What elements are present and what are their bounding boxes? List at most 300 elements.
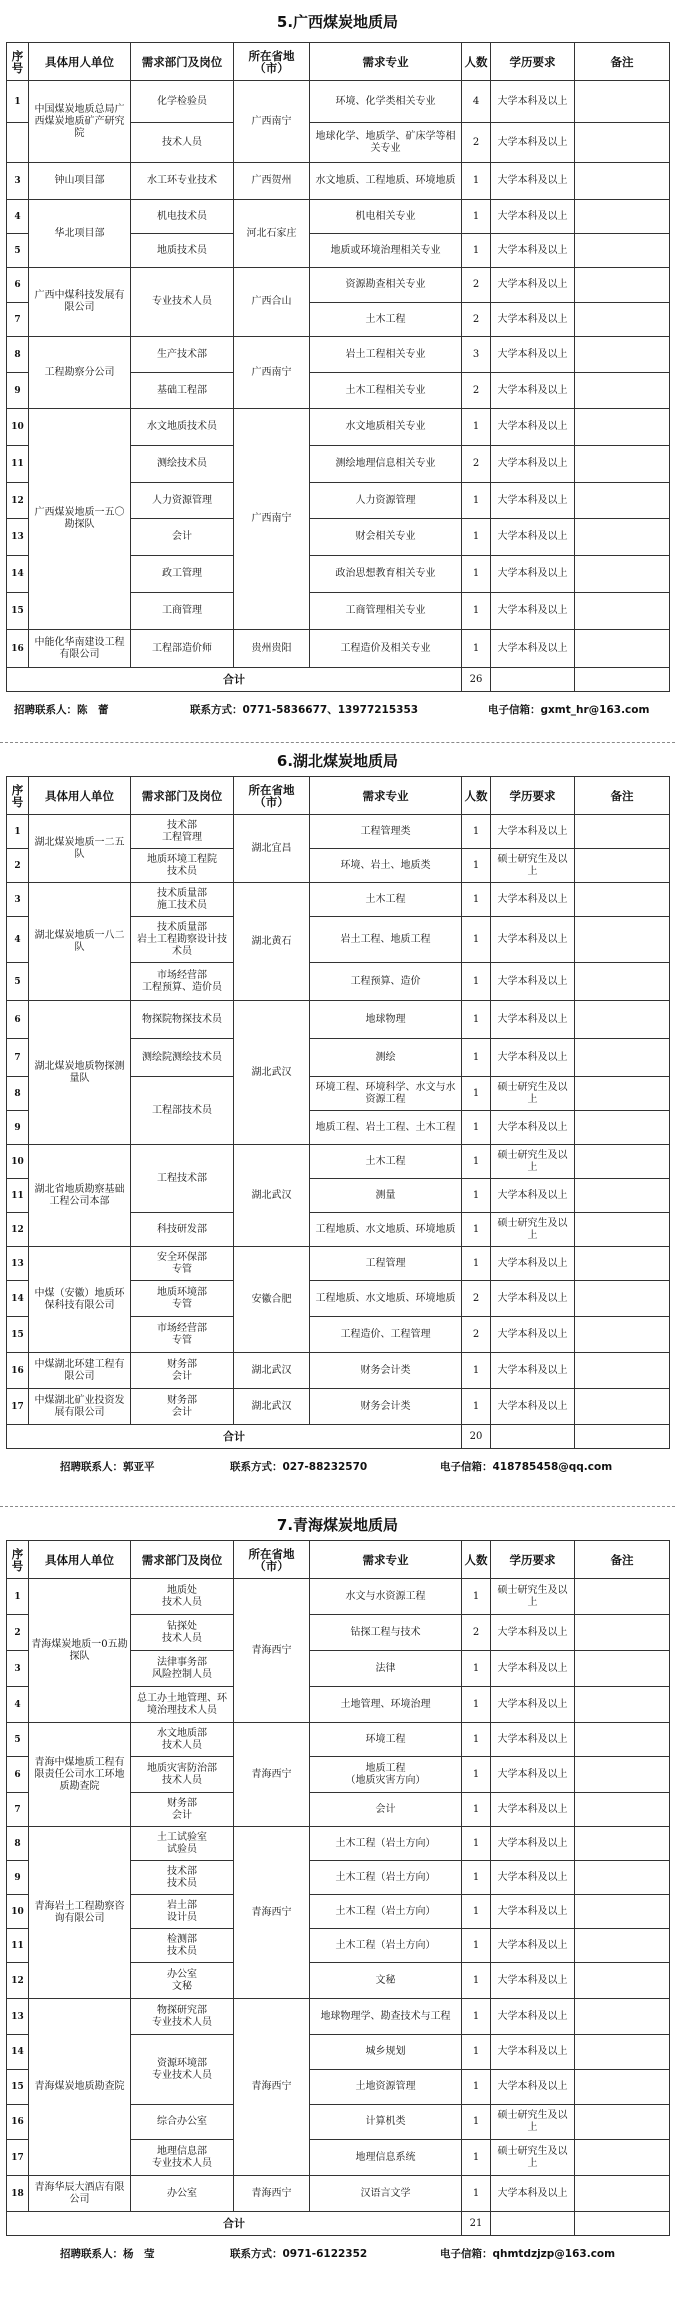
major-cell: 土木工程（岩土方向）: [310, 1827, 462, 1861]
major-cell: 文秘: [310, 1963, 462, 1999]
dept-cell: 工商管理: [131, 593, 234, 630]
count-cell: 2: [462, 373, 491, 409]
major-cell: 环境、岩土、地质类: [310, 849, 462, 883]
header-location: 所在省地（市）: [234, 1541, 310, 1579]
education-cell: 大学本科及以上: [491, 1615, 575, 1651]
count-cell: 2: [462, 1615, 491, 1651]
note-cell: [575, 1999, 670, 2035]
unit-cell: 广西煤炭地质一五〇勘探队: [29, 409, 131, 630]
education-cell: 大学本科及以上: [491, 234, 575, 268]
table-row: [7, 268, 670, 303]
education-cell: 大学本科及以上: [491, 1861, 575, 1895]
row-no: 5: [7, 234, 29, 268]
location-cell: 青海西宁: [234, 1999, 310, 2176]
dept-cell: 物探研究部 专业技术人员: [131, 1999, 234, 2035]
note-cell: [575, 1579, 670, 1615]
count-cell: 1: [462, 1001, 491, 1039]
note-cell: [575, 1861, 670, 1895]
note-cell: [575, 1827, 670, 1861]
dept-cell: 财务部 会计: [131, 1793, 234, 1827]
count-cell: 2: [462, 303, 491, 337]
education-cell: 大学本科及以上: [491, 1687, 575, 1723]
education-cell: 大学本科及以上: [491, 1111, 575, 1145]
dept-cell: 技术质量部 岩土工程勘察设计技术员: [131, 917, 234, 963]
major-cell: 人力资源管理: [310, 483, 462, 519]
contact-email: 电子信箱：418785458@qq.com: [440, 1460, 613, 1473]
location-cell: 广西南宁: [234, 81, 310, 163]
count-cell: 2: [462, 123, 491, 163]
education-cell: 硕士研究生及以上: [491, 1145, 575, 1179]
dept-cell: 工程技术部: [131, 1145, 234, 1213]
row-no: 13: [7, 1999, 29, 2035]
count-cell: 1: [462, 1247, 491, 1281]
count-cell: 1: [462, 1651, 491, 1687]
education-cell: 大学本科及以上: [491, 2176, 575, 2212]
note-cell: [575, 1389, 670, 1425]
location-cell: 湖北武汉: [234, 1145, 310, 1247]
major-cell: 工程管理: [310, 1247, 462, 1281]
count-cell: 1: [462, 163, 491, 200]
major-cell: 法律: [310, 1651, 462, 1687]
education-cell: 硕士研究生及以上: [491, 849, 575, 883]
major-cell: 岩土工程、地质工程: [310, 917, 462, 963]
location-cell: 湖北宜昌: [234, 815, 310, 883]
row-no: 12: [7, 483, 29, 519]
header-dept: 需求部门及岗位: [131, 43, 234, 81]
education-cell: 大学本科及以上: [491, 1039, 575, 1077]
count-cell: 1: [462, 2070, 491, 2105]
note-cell: [575, 1001, 670, 1039]
table-header: [7, 43, 670, 81]
note-cell: [575, 303, 670, 337]
location-cell: 贵州贵阳: [234, 630, 310, 668]
education-cell: 大学本科及以上: [491, 200, 575, 234]
header-unit: 具体用人单位: [29, 1541, 131, 1579]
row-no: 4: [7, 200, 29, 234]
note-cell: [575, 373, 670, 409]
row-no: [7, 123, 29, 163]
count-cell: 1: [462, 593, 491, 630]
section-guangxi: [0, 0, 675, 726]
dept-cell: 资源环境部 专业技术人员: [131, 2035, 234, 2105]
education-cell: 大学本科及以上: [491, 1353, 575, 1389]
major-cell: 土木工程: [310, 883, 462, 917]
row-no: 9: [7, 373, 29, 409]
count-cell: 1: [462, 1861, 491, 1895]
row-no: 2: [7, 1615, 29, 1651]
total-count: 26: [462, 668, 491, 692]
education-cell: 大学本科及以上: [491, 519, 575, 556]
count-cell: 2: [462, 268, 491, 303]
major-cell: 环境工程、环境科学、水文与水资源工程: [310, 1077, 462, 1111]
count-cell: 1: [462, 1999, 491, 2035]
note-cell: [575, 1281, 670, 1317]
dept-cell: 市场经营部 工程预算、造价员: [131, 963, 234, 1001]
contact-email: 电子信箱：qhmtdzjzp@163.com: [440, 2247, 616, 2260]
row-no: 16: [7, 630, 29, 668]
dept-cell: 科技研发部: [131, 1213, 234, 1247]
note-cell: [575, 1353, 670, 1389]
major-cell: 测绘地理信息相关专业: [310, 446, 462, 483]
major-cell: 地理信息系统: [310, 2140, 462, 2176]
education-cell: 大学本科及以上: [491, 446, 575, 483]
dept-cell: 总工办土地管理、环境治理技术人员: [131, 1687, 234, 1723]
education-cell: 大学本科及以上: [491, 373, 575, 409]
total-label: 合计: [7, 668, 462, 692]
note-cell: [575, 123, 670, 163]
major-cell: 工程预算、造价: [310, 963, 462, 1001]
note-cell: [575, 1615, 670, 1651]
education-cell: 大学本科及以上: [491, 815, 575, 849]
dept-cell: 岩土部 设计员: [131, 1895, 234, 1929]
table-row: [7, 1353, 670, 1389]
education-cell: 大学本科及以上: [491, 123, 575, 163]
major-cell: 工程管理类: [310, 815, 462, 849]
dept-cell: 基础工程部: [131, 373, 234, 409]
row-no: 4: [7, 1687, 29, 1723]
note-cell: [575, 2105, 670, 2140]
count-cell: 1: [462, 917, 491, 963]
major-cell: 资源勘查相关专业: [310, 268, 462, 303]
section-qinghai: [0, 1508, 675, 2270]
dept-cell: 测绘院测绘技术员: [131, 1039, 234, 1077]
table-header: [7, 1541, 670, 1579]
note-cell: [575, 815, 670, 849]
location-cell: 湖北武汉: [234, 1389, 310, 1425]
note-cell: [575, 2140, 670, 2176]
dept-cell: 地质处 技术人员: [131, 1579, 234, 1615]
total-row: [7, 668, 670, 692]
dept-cell: 机电技术员: [131, 200, 234, 234]
dept-cell: 工程部造价师: [131, 630, 234, 668]
count-cell: 4: [462, 81, 491, 123]
total-label: 合计: [7, 2212, 462, 2236]
count-cell: 1: [462, 200, 491, 234]
row-no: 10: [7, 1145, 29, 1179]
dept-cell: 地质环境工程院 技术员: [131, 849, 234, 883]
table-row: [7, 1999, 670, 2035]
note-cell: [575, 163, 670, 200]
row-no: 1: [7, 1579, 29, 1615]
header-note: 备注: [575, 1541, 670, 1579]
row-no: 4: [7, 917, 29, 963]
dept-cell: 市场经营部 专管: [131, 1317, 234, 1353]
row-no: 5: [7, 963, 29, 1001]
contact-person: 招聘联系人：郭亚平: [60, 1460, 155, 1473]
location-cell: 青海西宁: [234, 1827, 310, 1999]
header-no: 序号: [7, 777, 29, 815]
header-note: 备注: [575, 777, 670, 815]
row-no: 15: [7, 2070, 29, 2105]
note-cell: [575, 1179, 670, 1213]
count-cell: 1: [462, 1111, 491, 1145]
education-cell: 大学本科及以上: [491, 1793, 575, 1827]
table-row: [7, 81, 670, 123]
count-cell: 1: [462, 883, 491, 917]
row-no: 1: [7, 815, 29, 849]
dept-cell: 法律事务部 风险控制人员: [131, 1651, 234, 1687]
count-cell: 1: [462, 1213, 491, 1247]
contact-person: 招聘联系人：陈 蕾: [14, 703, 109, 716]
dept-cell: 水文地质技术员: [131, 409, 234, 446]
note-cell: [575, 1723, 670, 1757]
count-cell: 3: [462, 337, 491, 373]
count-cell: 1: [462, 1077, 491, 1111]
major-cell: 环境工程: [310, 1723, 462, 1757]
header-no: 序号: [7, 43, 29, 81]
education-cell: 大学本科及以上: [491, 593, 575, 630]
education-cell: 大学本科及以上: [491, 1757, 575, 1793]
count-cell: 1: [462, 1039, 491, 1077]
row-no: 10: [7, 409, 29, 446]
section-divider: [0, 1506, 675, 1507]
table-row: [7, 2176, 670, 2212]
dept-cell: 地质环境部 专管: [131, 1281, 234, 1317]
education-cell: 大学本科及以上: [491, 1389, 575, 1425]
education-cell: 硕士研究生及以上: [491, 2105, 575, 2140]
unit-cell: 湖北煤炭地质一八二队: [29, 883, 131, 1001]
header-major: 需求专业: [310, 43, 462, 81]
unit-cell: 青海华辰大酒店有限公司: [29, 2176, 131, 2212]
recruitment-table: [6, 776, 670, 1449]
education-cell: 大学本科及以上: [491, 1001, 575, 1039]
note-cell: [575, 2176, 670, 2212]
major-cell: 土木工程: [310, 1145, 462, 1179]
header-major: 需求专业: [310, 777, 462, 815]
count-cell: 1: [462, 1723, 491, 1757]
unit-cell: 青海煤炭地质勘查院: [29, 1999, 131, 2176]
contact-line: [0, 692, 675, 726]
header-unit: 具体用人单位: [29, 777, 131, 815]
table-row: [7, 337, 670, 373]
dept-cell: 水工环专业技术: [131, 163, 234, 200]
education-cell: 大学本科及以上: [491, 163, 575, 200]
table-row: [7, 1001, 670, 1039]
dept-cell: 技术部 工程管理: [131, 815, 234, 849]
note-cell: [575, 593, 670, 630]
header-count: 人数: [462, 1541, 491, 1579]
major-cell: 环境、化学类相关专业: [310, 81, 462, 123]
count-cell: 1: [462, 234, 491, 268]
row-no: 13: [7, 519, 29, 556]
education-cell: 硕士研究生及以上: [491, 1579, 575, 1615]
count-cell: 1: [462, 1793, 491, 1827]
table-row: [7, 200, 670, 234]
unit-cell: 湖北煤炭地质一二五队: [29, 815, 131, 883]
table-row: [7, 630, 670, 668]
education-cell: 大学本科及以上: [491, 2035, 575, 2070]
location-cell: 湖北黄石: [234, 883, 310, 1001]
header-dept: 需求部门及岗位: [131, 1541, 234, 1579]
location-cell: 青海西宁: [234, 2176, 310, 2212]
note-cell: [575, 1895, 670, 1929]
contact-phone: 联系方式：0771-5836677、13977215353: [190, 703, 419, 716]
header-dept: 需求部门及岗位: [131, 777, 234, 815]
count-cell: 1: [462, 2140, 491, 2176]
education-cell: 大学本科及以上: [491, 917, 575, 963]
major-cell: 土地管理、环境治理: [310, 1687, 462, 1723]
education-cell: 大学本科及以上: [491, 630, 575, 668]
row-no: 6: [7, 268, 29, 303]
major-cell: 土木工程: [310, 303, 462, 337]
row-no: 8: [7, 337, 29, 373]
dept-cell: 财务部 会计: [131, 1353, 234, 1389]
row-no: 17: [7, 1389, 29, 1425]
location-cell: 湖北武汉: [234, 1001, 310, 1145]
education-cell: 大学本科及以上: [491, 303, 575, 337]
education-cell: 大学本科及以上: [491, 1723, 575, 1757]
education-cell: 大学本科及以上: [491, 337, 575, 373]
major-cell: 水文地质相关专业: [310, 409, 462, 446]
unit-cell: 青海岩土工程勘察咨询有限公司: [29, 1827, 131, 1999]
section-hubei: [0, 744, 675, 1483]
row-no: 3: [7, 1651, 29, 1687]
row-no: 3: [7, 163, 29, 200]
dept-cell: 工程部技术员: [131, 1077, 234, 1145]
table-row: [7, 1827, 670, 1861]
table-row: [7, 1145, 670, 1179]
count-cell: 1: [462, 630, 491, 668]
row-no: 14: [7, 1281, 29, 1317]
note-cell: [575, 446, 670, 483]
table-row: [7, 409, 670, 446]
count-cell: 1: [462, 2105, 491, 2140]
major-cell: 工程造价、工程管理: [310, 1317, 462, 1353]
table-row: [7, 163, 670, 200]
row-no: 12: [7, 1213, 29, 1247]
row-no: 10: [7, 1895, 29, 1929]
note-cell: [575, 1145, 670, 1179]
dept-cell: 办公室 文秘: [131, 1963, 234, 1999]
contact-email: 电子信箱：gxmt_hr@163.com: [488, 703, 650, 716]
education-cell: 大学本科及以上: [491, 883, 575, 917]
contact-person: 招聘联系人：杨 莹: [60, 2247, 155, 2260]
major-cell: 土木工程（岩土方向）: [310, 1929, 462, 1963]
count-cell: 1: [462, 963, 491, 1001]
dept-cell: 生产技术部: [131, 337, 234, 373]
education-cell: 大学本科及以上: [491, 2070, 575, 2105]
note-cell: [575, 963, 670, 1001]
unit-cell: 中能化华南建设工程有限公司: [29, 630, 131, 668]
location-cell: 广西南宁: [234, 409, 310, 630]
note-cell: [575, 917, 670, 963]
row-no: 5: [7, 1723, 29, 1757]
major-cell: 工商管理相关专业: [310, 593, 462, 630]
row-no: 14: [7, 556, 29, 593]
row-no: 15: [7, 1317, 29, 1353]
count-cell: 1: [462, 1687, 491, 1723]
count-cell: 1: [462, 556, 491, 593]
row-no: 13: [7, 1247, 29, 1281]
count-cell: 1: [462, 1179, 491, 1213]
unit-cell: 青海中煤地质工程有限责任公司水工环地质勘查院: [29, 1723, 131, 1827]
education-cell: 大学本科及以上: [491, 1281, 575, 1317]
count-cell: 1: [462, 1929, 491, 1963]
major-cell: 土木工程（岩土方向）: [310, 1861, 462, 1895]
unit-cell: 广西中煤科技发展有限公司: [29, 268, 131, 337]
major-cell: 水文地质、工程地质、环境地质: [310, 163, 462, 200]
count-cell: 1: [462, 1145, 491, 1179]
count-cell: 2: [462, 1317, 491, 1353]
dept-cell: 地质灾害防治部 技术人员: [131, 1757, 234, 1793]
note-cell: [575, 234, 670, 268]
contact-phone: 联系方式：027-88232570: [230, 1460, 368, 1473]
education-cell: 大学本科及以上: [491, 1999, 575, 2035]
row-no: 14: [7, 2035, 29, 2070]
education-cell: 大学本科及以上: [491, 1963, 575, 1999]
education-cell: 大学本科及以上: [491, 1929, 575, 1963]
major-cell: 财会相关专业: [310, 519, 462, 556]
note-cell: [575, 2070, 670, 2105]
row-no: 8: [7, 1077, 29, 1111]
dept-cell: 综合办公室: [131, 2105, 234, 2140]
education-cell: 大学本科及以上: [491, 483, 575, 519]
count-cell: 1: [462, 1963, 491, 1999]
note-cell: [575, 1757, 670, 1793]
count-cell: 1: [462, 519, 491, 556]
education-cell: 大学本科及以上: [491, 1651, 575, 1687]
education-cell: 大学本科及以上: [491, 1827, 575, 1861]
section-divider: [0, 742, 675, 743]
unit-cell: 中煤（安徽）地质环保科技有限公司: [29, 1247, 131, 1353]
education-cell: 大学本科及以上: [491, 1895, 575, 1929]
dept-cell: 土工试验室 试验员: [131, 1827, 234, 1861]
dept-cell: 地质技术员: [131, 234, 234, 268]
major-cell: 地球化学、地质学、矿床学等相关专业: [310, 123, 462, 163]
major-cell: 土木工程（岩土方向）: [310, 1895, 462, 1929]
location-cell: 广西贺州: [234, 163, 310, 200]
major-cell: 地球物理: [310, 1001, 462, 1039]
education-cell: 硕士研究生及以上: [491, 1213, 575, 1247]
count-cell: 1: [462, 1827, 491, 1861]
dept-cell: 测绘技术员: [131, 446, 234, 483]
dept-cell: 办公室: [131, 2176, 234, 2212]
unit-cell: 华北项目部: [29, 200, 131, 268]
location-cell: 青海西宁: [234, 1723, 310, 1827]
total-count: 21: [462, 2212, 491, 2236]
major-cell: 测量: [310, 1179, 462, 1213]
note-cell: [575, 337, 670, 373]
total-count: 20: [462, 1425, 491, 1449]
education-cell: 大学本科及以上: [491, 1317, 575, 1353]
table-row: [7, 1579, 670, 1615]
unit-cell: 湖北省地质勘察基础工程公司本部: [29, 1145, 131, 1247]
location-cell: 广西南宁: [234, 337, 310, 409]
unit-cell: 中煤湖北矿业投资发展有限公司: [29, 1389, 131, 1425]
row-no: 2: [7, 849, 29, 883]
education-cell: 硕士研究生及以上: [491, 2140, 575, 2176]
table-header: [7, 777, 670, 815]
education-cell: 大学本科及以上: [491, 963, 575, 1001]
header-education: 学历要求: [491, 777, 575, 815]
major-cell: 土地资源管理: [310, 2070, 462, 2105]
dept-cell: 技术人员: [131, 123, 234, 163]
note-cell: [575, 519, 670, 556]
major-cell: 机电相关专业: [310, 200, 462, 234]
dept-cell: 物探院物探技术员: [131, 1001, 234, 1039]
row-no: 11: [7, 1179, 29, 1213]
major-cell: 政治思想教育相关专业: [310, 556, 462, 593]
row-no: 3: [7, 883, 29, 917]
note-cell: [575, 1793, 670, 1827]
row-no: 15: [7, 593, 29, 630]
major-cell: 工程地质、水文地质、环境地质: [310, 1213, 462, 1247]
major-cell: 工程造价及相关专业: [310, 630, 462, 668]
note-cell: [575, 849, 670, 883]
dept-cell: 安全环保部 专管: [131, 1247, 234, 1281]
note-cell: [575, 1077, 670, 1111]
unit-cell: 湖北煤炭地质物探测量队: [29, 1001, 131, 1145]
